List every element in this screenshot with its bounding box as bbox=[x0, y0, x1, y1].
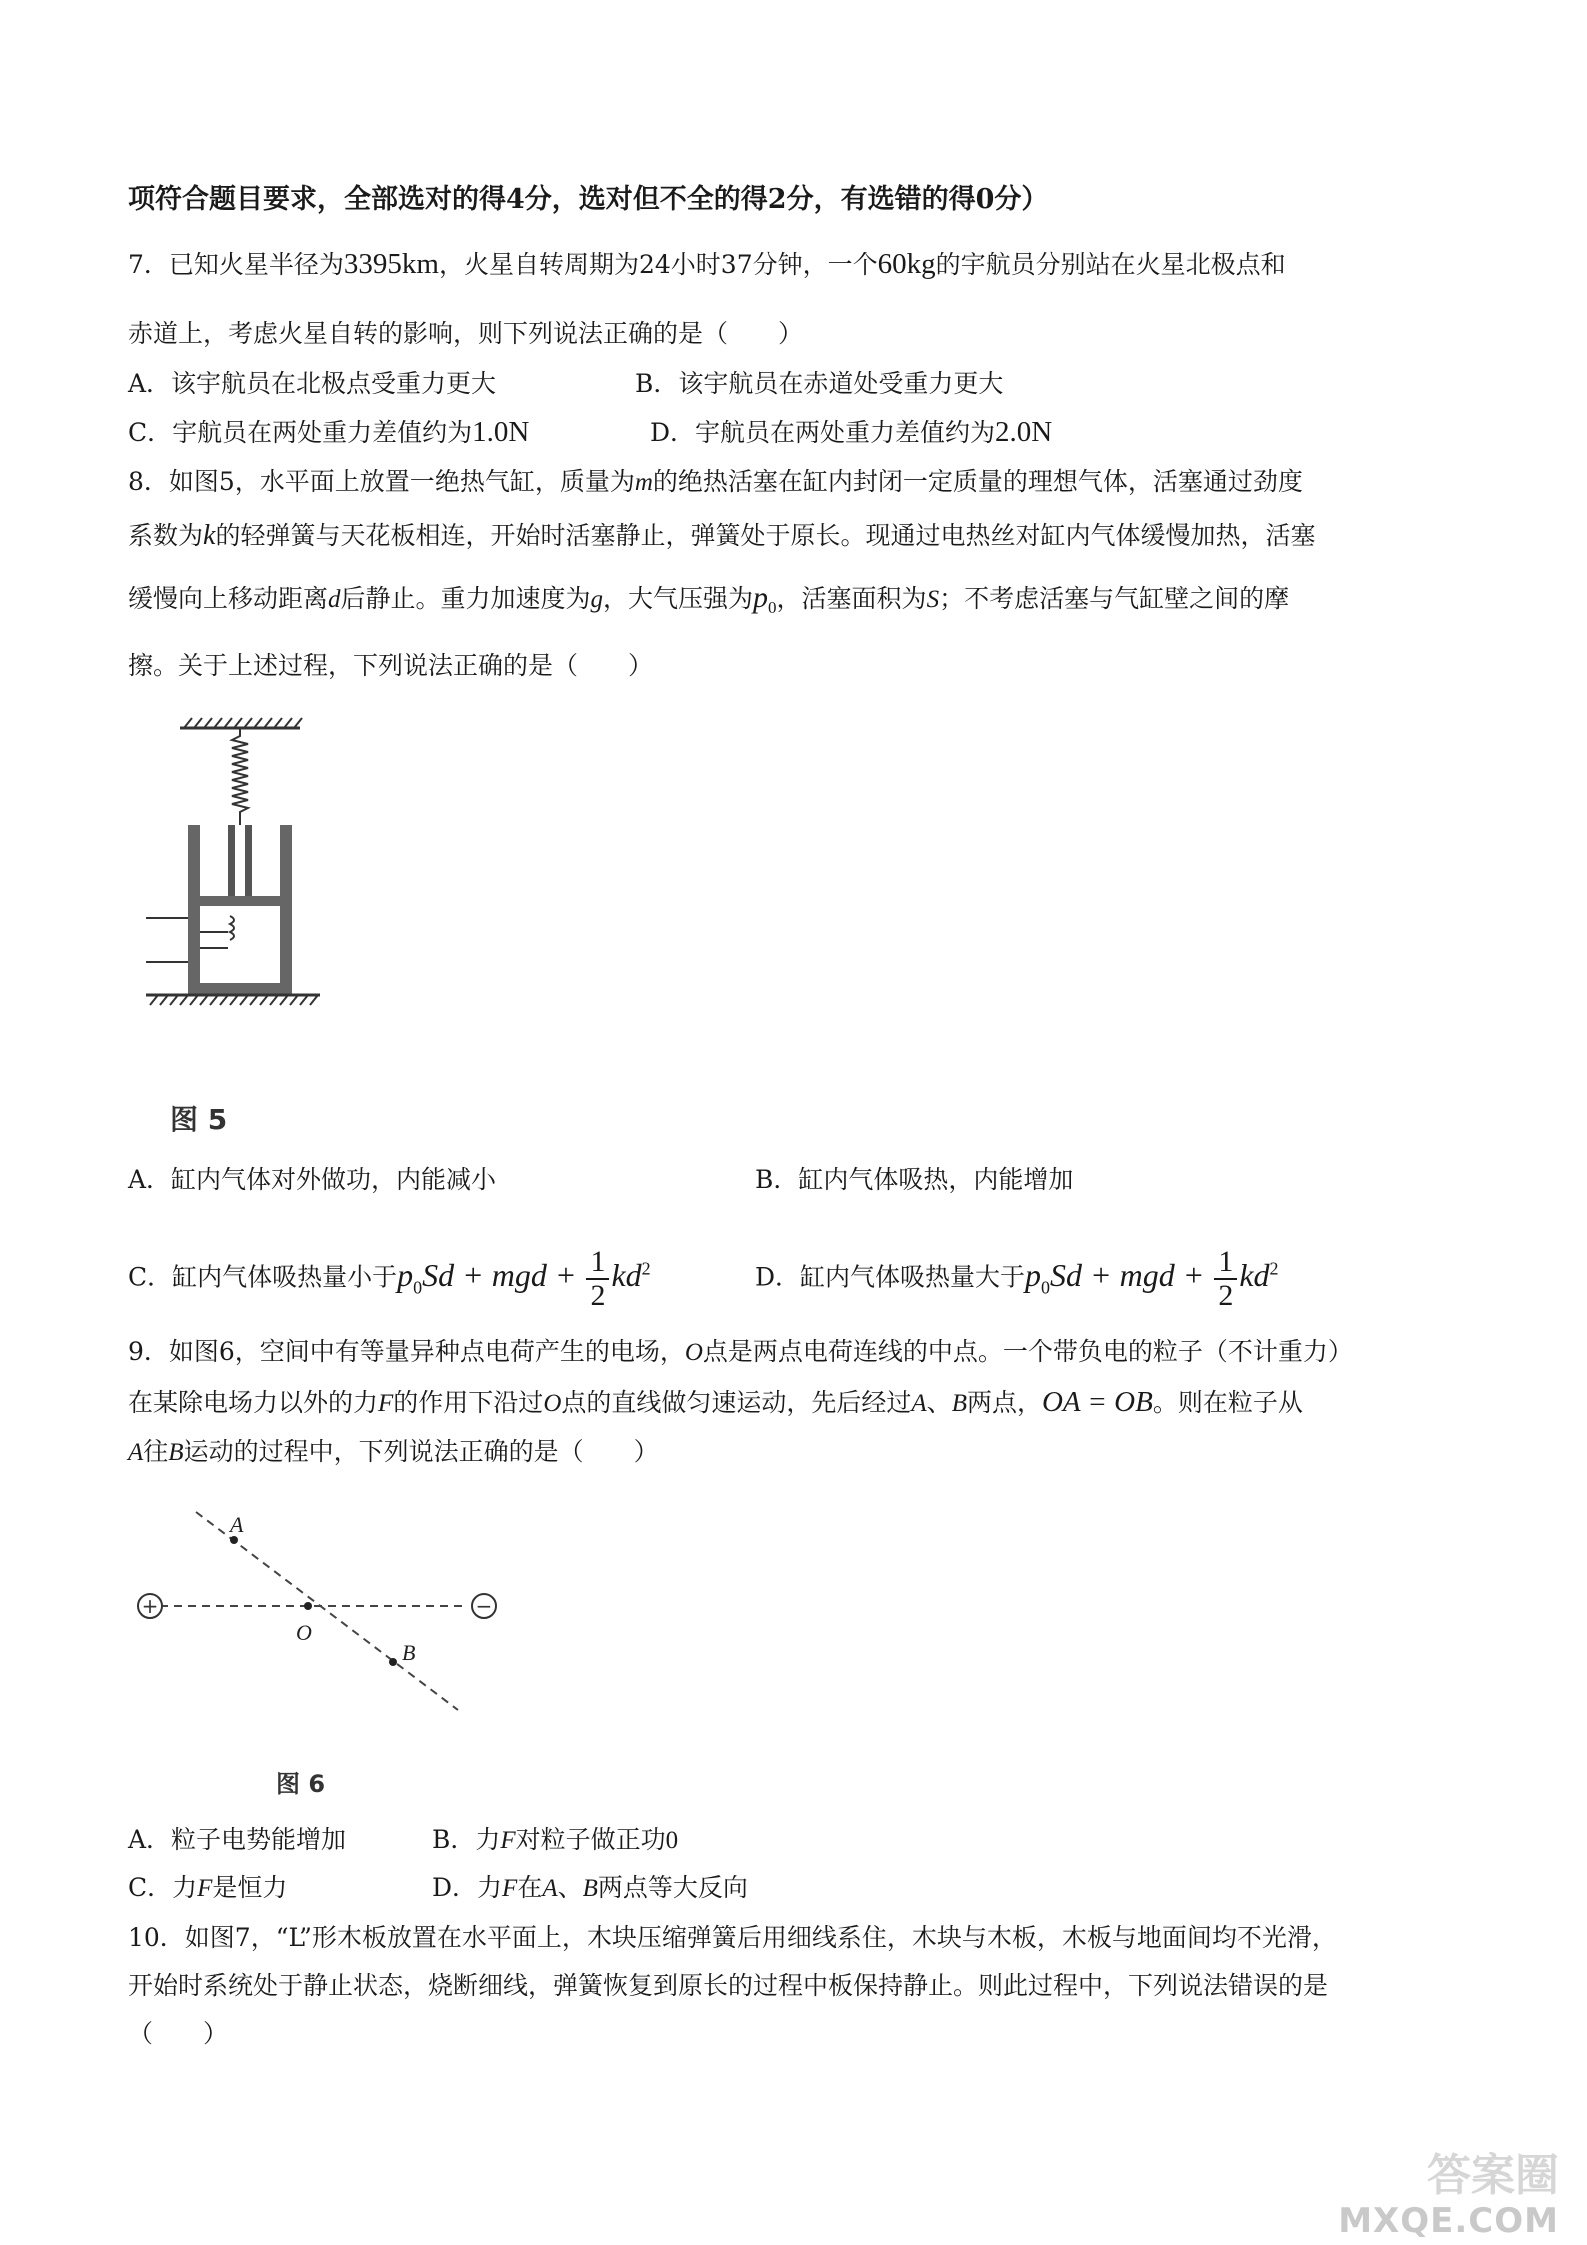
point-b-label: B bbox=[402, 1640, 416, 1665]
q8-option-a[interactable]: A．缸内气体对外做功，内能减小 bbox=[128, 1165, 497, 1194]
q9-option-c[interactable]: C．力F是恒力 bbox=[128, 1873, 288, 1902]
q9-line3: A往B运动的过程中，下列说法正确的是（ ） bbox=[128, 1437, 659, 1466]
q9-line1: 9．如图6，空间中有等量异种点电荷产生的电场，O点是两点电荷连线的中点。一个带负电的粒子（不计重力） bbox=[128, 1337, 1353, 1366]
watermark-logo: 答案圈 bbox=[1427, 2150, 1559, 2201]
q9-option-b[interactable]: B．力F对粒子做正功0 bbox=[432, 1825, 679, 1854]
point-o-label: O bbox=[296, 1620, 312, 1645]
q8-option-d[interactable]: D．缸内气体吸热量大于$p_0Sd$ + mgd + $\frac{1}{2}$ $kd^2$ bbox=[755, 1245, 1279, 1313]
watermark-url: MXQE.COM bbox=[1338, 2201, 1559, 2241]
q9-option-a[interactable]: A．粒子电势能增加 bbox=[128, 1825, 347, 1854]
q9-option-d[interactable]: D．力F在A、B两点等大反向 bbox=[432, 1873, 748, 1902]
q7-option-c[interactable]: C．宇航员在两处重力差值约为1.0N bbox=[128, 416, 530, 448]
q8-option-c[interactable]: C．缸内气体吸热量小于$p_0Sd$ + mgd + $\frac{1}{2}$ $kd^2$ bbox=[128, 1245, 651, 1313]
figure-6-charges-diagram bbox=[128, 1500, 528, 1750]
q10-line3: （ ） bbox=[128, 2019, 229, 2048]
section-instruction: 项符合题目要求，全部选对的得4分，选对但不全的得2分，有选错的得0分） bbox=[128, 184, 1049, 215]
q8-line1: 8．如图5，水平面上放置一绝热气缸，质量为m的绝热活塞在缸内封闭一定质量的理想气体，活塞通过劲度 bbox=[128, 467, 1303, 496]
q7-option-b[interactable]: B．该宇航员在赤道处受重力更大 bbox=[635, 369, 1004, 398]
q8-line3: 缓慢向上移动距离d后静止。重力加速度为g，大气压强为$p_0$，活塞面积为S；不考虑活塞与气缸壁之间的摩 bbox=[128, 581, 1290, 617]
negative-charge-symbol: − bbox=[475, 1594, 493, 1618]
figure-6-label: 图 6 bbox=[276, 1770, 326, 1798]
q10-line2: 开始时系统处于静止状态，烧断细线，弹簧恢复到原长的过程中板保持静止。则此过程中，下列说法错误的是 bbox=[128, 1971, 1329, 2000]
figure-5-cylinder-diagram bbox=[140, 700, 340, 1050]
figure-5-label: 图 5 bbox=[170, 1103, 228, 1136]
q8-line4: 擦。关于上述过程，下列说法正确的是（ ） bbox=[128, 651, 654, 680]
point-a-label: A bbox=[230, 1512, 244, 1537]
q8-line2: 系数为k的轻弹簧与天花板相连，开始时活塞静止，弹簧处于原长。现通过电热丝对缸内气体缓慢加热，活塞 bbox=[128, 520, 1316, 551]
q10-line1: 10．如图7，“L”形木板放置在水平面上，木块压缩弹簧后用细线系住，木块与木板，木板与地面间均不光滑， bbox=[128, 1923, 1337, 1952]
q7-option-a[interactable]: A．该宇航员在北极点受重力更大 bbox=[128, 369, 497, 398]
q7-line2: 赤道上，考虑火星自转的影响，则下列说法正确的是（ ） bbox=[128, 319, 804, 348]
positive-charge-symbol: + bbox=[141, 1594, 159, 1618]
q9-line2: 在某除电场力以外的力F的作用下沿过O点的直线做匀速运动，先后经过A、B两点，OA = OB。则在粒子从 bbox=[128, 1386, 1303, 1418]
q7-option-d[interactable]: D．宇航员在两处重力差值约为2.0N bbox=[650, 416, 1053, 448]
q8-option-b[interactable]: B．缸内气体吸热，内能增加 bbox=[755, 1165, 1074, 1194]
q7-line1: 7．已知火星半径为3395km，火星自转周期为24小时37分钟，一个60kg的宇航员分别站在火星北极点和 bbox=[128, 248, 1286, 280]
